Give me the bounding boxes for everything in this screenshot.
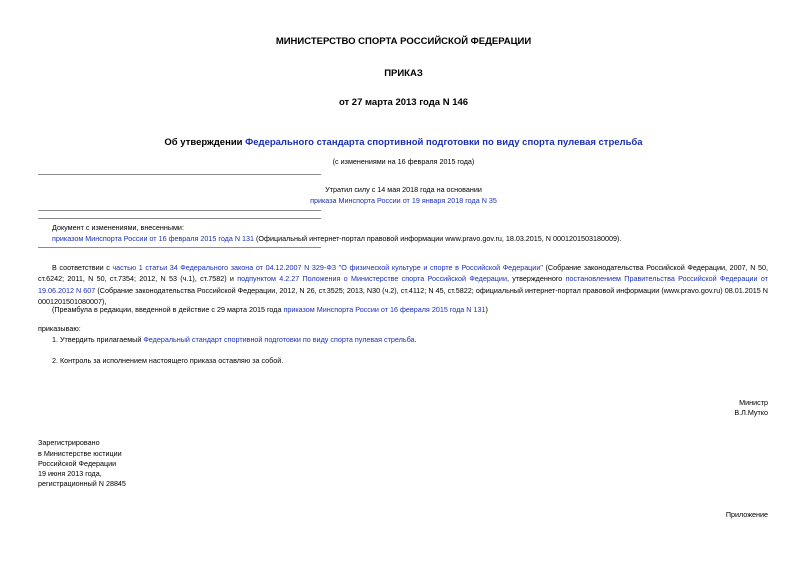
registration-line: Российской Федерации <box>38 459 117 468</box>
changes-line <box>52 233 621 244</box>
divider <box>38 174 321 175</box>
divider <box>38 218 321 219</box>
date-number: от 27 марта 2013 года N 146 <box>338 97 469 108</box>
changes-tail: (Официальный интернет-портал правовой информации www.pravo.gov.ru, 18.03.2015, N 0001201503180009). <box>254 234 622 243</box>
registration-line: регистрационный N 28845 <box>38 479 126 488</box>
registration-line: 19 июня 2013 года, <box>38 469 102 478</box>
registration-line: Зарегистрировано <box>38 438 100 447</box>
preamble-note-text: (Преамбула в редакции, введенной в действие с 29 марта 2015 года <box>52 305 284 314</box>
ministry-heading: МИНИСТЕРСТВО СПОРТА РОССИЙСКОЙ ФЕДЕРАЦИИ <box>275 36 532 47</box>
preamble-text: , утвержденного <box>506 274 566 284</box>
preamble-paragraph <box>38 262 768 307</box>
standard-link[interactable]: Федеральный стандарт спортивной подготовки по виду спорта пулевая стрельба <box>143 335 415 344</box>
preamble-text: (Собрание законодательства Российской Федерации, 2012, N 26, ст.3525; 2013, N30 (ч.2), ст.4112; N 45, ст.5822; официальный интернет-портал правовой информации (www.pravo.gov.ru) 08.01.2015 N 0001201501080007), <box>38 285 768 306</box>
order-word: приказываю: <box>38 324 81 333</box>
order-item-text: . <box>414 335 417 344</box>
preamble-note <box>52 304 488 315</box>
doc-type-heading: ПРИКАЗ <box>384 68 423 79</box>
expired-order-link[interactable]: приказа Минспорта России от 19 января 2018 года N 35 <box>310 196 497 205</box>
government-decree-link[interactable]: постановлением Правительства Российской Федерации от 19.06.2012 N 607 <box>38 274 768 295</box>
preamble-text: (Собрание законодательства Российской Федерации, 2007, N 50, ст.6242; 2011, N 50, ст.7354; 2012, N 53 (ч.1), ст.7582) и <box>38 263 768 284</box>
appendix-label: Приложение <box>725 510 768 519</box>
divider <box>38 247 321 248</box>
registration-line: в Министерстве юстиции <box>38 449 122 458</box>
federal-law-link[interactable]: частью 1 статьи 34 Федерального закона от 04.12.2007 N 329-ФЗ "О физической культуре и спорте в Российской Федерации" <box>112 263 543 272</box>
expired-line: Утратил силу с 14 мая 2018 года на основании <box>325 185 482 194</box>
order-item-1 <box>52 334 417 345</box>
order-item-text: 1. Утвердить прилагаемый <box>52 335 144 344</box>
amended-note: (с изменениями на 16 февраля 2015 года) <box>332 157 475 166</box>
title-prefix: Об утверждении <box>164 137 246 148</box>
divider <box>38 210 321 211</box>
preamble-text: В соответствии с <box>52 263 113 272</box>
regulation-link[interactable]: подпунктом 4.2.27 Положения о Министерстве спорта Российской Федерации <box>237 274 507 284</box>
document-title <box>0 137 807 148</box>
preamble-note-text: ) <box>485 305 488 314</box>
title-standard-link[interactable]: Федерального стандарта спортивной подготовки по виду спорта пулевая стрельба <box>245 137 643 148</box>
signature-role: Министр <box>739 398 768 407</box>
changes-label: Документ с изменениями, внесенными: <box>52 223 184 232</box>
preamble-note-link[interactable]: приказом Минспорта России от 16 февраля 2015 года N 131 <box>283 305 486 314</box>
order-item-2: 2. Контроль за исполнением настоящего приказа оставляю за собой. <box>52 356 284 365</box>
changes-order-link[interactable]: приказом Минспорта России от 16 февраля 2015 года N 131 <box>52 234 255 243</box>
signature-name: В.Л.Мутко <box>734 408 768 417</box>
